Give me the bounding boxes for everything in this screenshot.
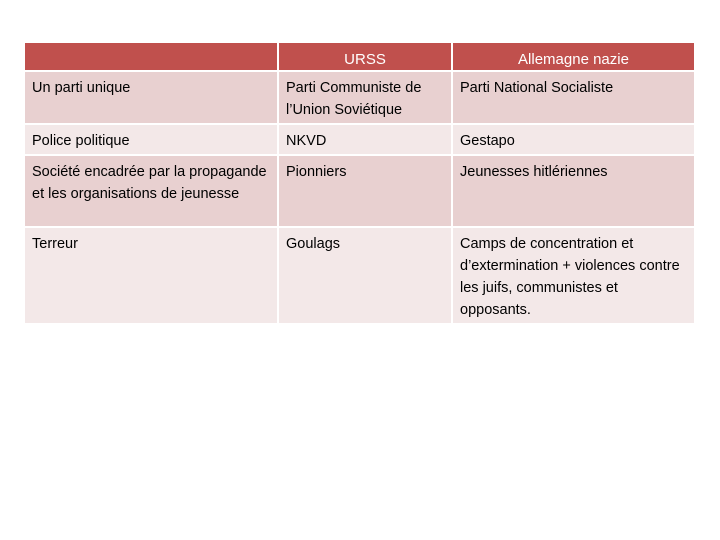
cell-allemagne: Parti National Socialiste [453,72,694,125]
table-row [25,72,694,125]
row-label: Un parti unique [25,72,279,125]
cell-urss: Parti Communiste de l’Union Soviétique [279,72,453,125]
table-header-row [25,43,694,72]
table-row [25,228,694,325]
header-empty-cell [25,43,279,72]
row-label: Police politique [25,125,279,156]
cell-allemagne: Camps de concentration et d’extermination + violences contre les juifs, communistes et opposants. [453,228,694,325]
cell-urss: NKVD [279,125,453,156]
table-row [25,156,694,228]
table-row [25,125,694,156]
comparison-table [25,43,694,325]
cell-urss: Pionniers [279,156,453,228]
row-label: Société encadrée par la propagande et les organisations de jeunesse [25,156,279,228]
header-urss: URSS [279,43,453,72]
cell-allemagne: Gestapo [453,125,694,156]
cell-urss: Goulags [279,228,453,325]
header-allemagne-nazie: Allemagne nazie [453,43,694,72]
cell-allemagne: Jeunesses hitlériennes [453,156,694,228]
row-label: Terreur [25,228,279,325]
